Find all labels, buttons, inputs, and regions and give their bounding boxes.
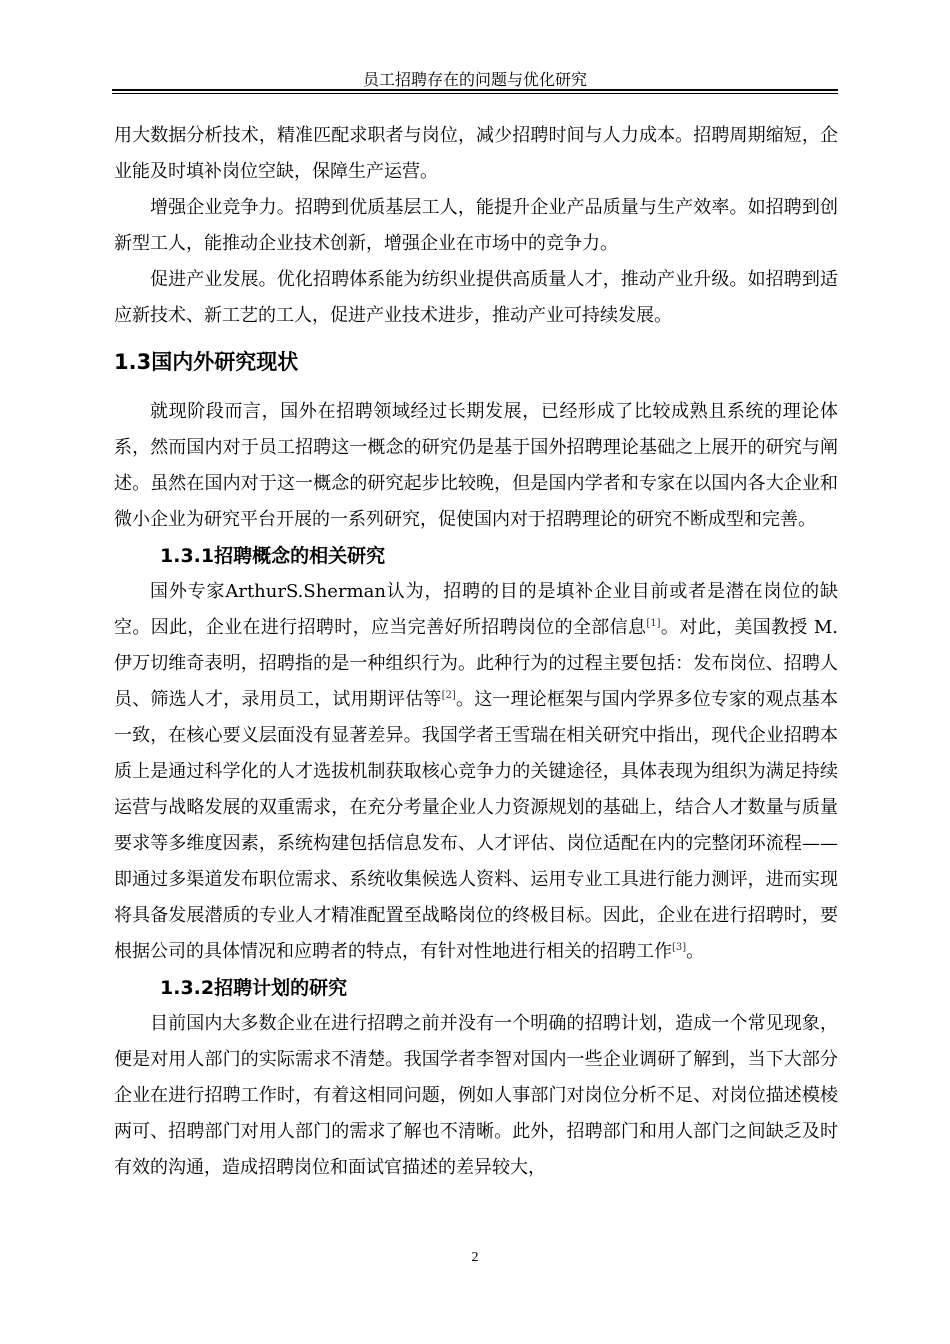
page-number: 2 xyxy=(471,1250,479,1265)
paragraph-competitiveness: 增强企业竞争力。招聘到优质基层工人，能提升企业产品质量与生产效率。如招聘到创新型工人，能推动企业技术创新，增强企业在市场中的竞争力。 xyxy=(114,197,838,254)
paragraph-continued: 用大数据分析技术，精准匹配求职者与岗位，减少招聘时间与人力成本。招聘周期缩短，企业能及时填补岗位空缺，保障生产运营。 xyxy=(114,125,838,182)
paragraph-industry: 促进产业发展。优化招聘体系能为纺织业提供高质量人才，推动产业升级。如招聘到适应新技术、新工艺的工人，促进产业技术进步，推动产业可持续发展。 xyxy=(114,269,838,326)
page-header xyxy=(112,62,838,92)
citation-3: [3] xyxy=(672,942,687,953)
document-body xyxy=(114,118,838,1186)
subsection-heading-1-3-1: 1.3.1招聘概念的相关研究 xyxy=(160,545,386,567)
subsection-heading-1-3-2: 1.3.2招聘计划的研究 xyxy=(160,977,348,999)
paragraph-recruitment-concept xyxy=(114,574,838,970)
text-segment: 国外专家ArthurS.Sherman认为，招聘的目的是填补企业目前或者是潜在岗位的缺空。因此，企业在进行招聘时，应当完善好所招聘岗位的全部信息 xyxy=(114,581,838,638)
header-rule-thin xyxy=(112,93,838,94)
text-segment: 。这一理论框架与国内学界多位专家的观点基本一致，在核心要义层面没有显著差异。我国学者王雪瑞在相关研究中指出，现代企业招聘本质上是通过科学化的人才选拔机制获取核心竞争力的关键途径，具体表现为组织为满足持续运营与战略发展的双重需求，在充分考量企业人力资源规划的基础上，结合人才数量与质量要求等多维度因素，系统构建包括信息发布、人才评估、岗位适配在内的完整闭环流程——即通过多渠道发布职位需求、系统收集候选人资料、运用专业工具进行能力测评，进而实现将具备发展潜质的专业人才精准配置至战略岗位的终极目标。因此，企业在进行招聘时，要根据公司的具体情况和应聘者的特点，有针对性地进行相关的招聘工作 xyxy=(114,689,839,962)
citation-2: [2] xyxy=(441,690,456,701)
text-segment: 。 xyxy=(686,941,705,962)
paragraph-recruitment-plan: 目前国内大多数企业在进行招聘之前并没有一个明确的招聘计划，造成一个常见现象，便是对用人部门的实际需求不清楚。我国学者李智对国内一些企业调研了解到，当下大部分企业在进行招聘工作时，有着这相同问题，例如人事部门对岗位分析不足、对岗位描述模棱两可、招聘部门对用人部门的需求了解也不清晰。此外，招聘部门和用人部门之间缺乏及时有效的沟通，造成招聘岗位和面试官描述的差异较大， xyxy=(114,1013,838,1178)
text-segment: 。对此，美国教授 M.伊万切维奇表明，招聘指的是一种组织行为。此种行为的过程主要包括：发布岗位、招聘人员、筛选人才，录用员工，试用期评估等 xyxy=(114,617,838,710)
header-title: 员工招聘存在的问题与优化研究 xyxy=(362,72,587,89)
citation-1: [1] xyxy=(646,618,661,629)
section-heading-1-3: 1.3国内外研究现状 xyxy=(114,350,299,374)
header-rule-thick xyxy=(112,89,838,91)
paragraph-research-status: 就现阶段而言，国外在招聘领域经过长期发展，已经形成了比较成熟且系统的理论体系，然而国内对于员工招聘这一概念的研究仍是基于国外招聘理论基础之上展开的研究与阐述。虽然在国内对于这一概念的研究起步比较晚，但是国内学者和专家在以国内各大企业和微小企业为研究平台开展的一系列研究，促使国内对于招聘理论的研究不断成型和完善。 xyxy=(114,401,838,530)
